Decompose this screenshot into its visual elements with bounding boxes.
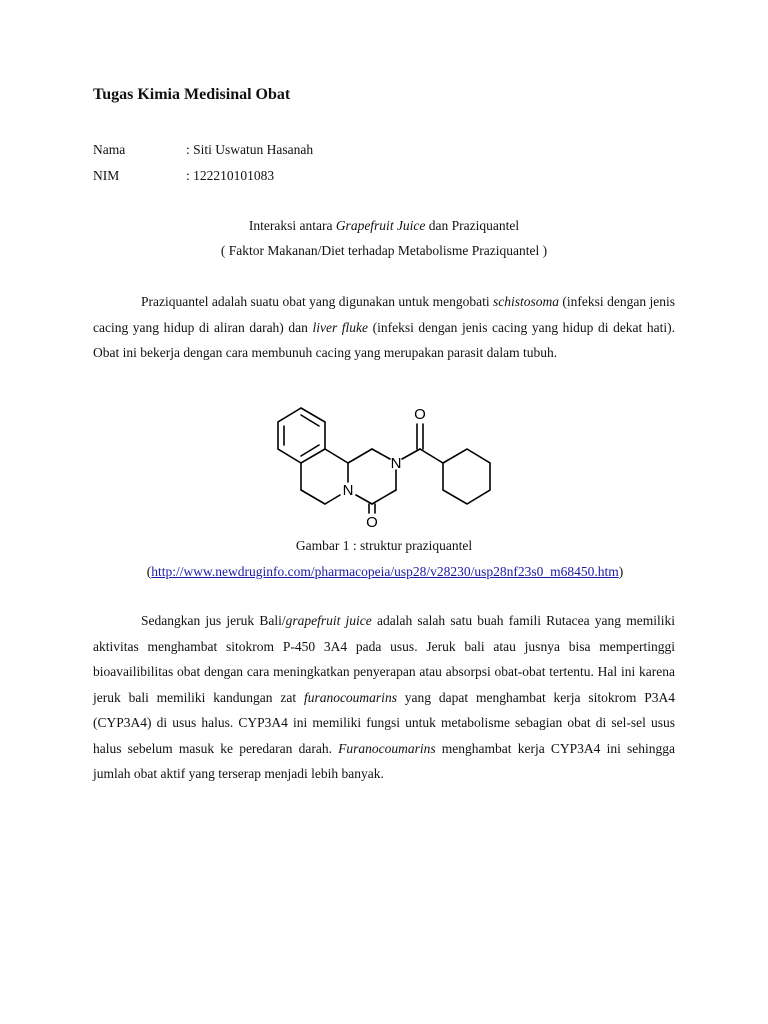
name-value: : Siti Uswatun Hasanah	[186, 142, 314, 157]
p1-italic-1: schistosoma	[493, 294, 560, 309]
nim-value: : 122210101083	[186, 168, 275, 183]
atom-o-top: O	[414, 406, 426, 423]
name-row	[93, 142, 313, 158]
figure-caption: Gambar 1 : struktur praziquantel	[295, 538, 473, 553]
p1-italic-2: liver fluke	[312, 319, 369, 335]
paragraph-1	[93, 289, 675, 366]
document-title: Tugas Kimia Medisinal Obat	[93, 86, 291, 103]
heading-line-2: ( Faktor Makanan/Diet terhadap Metabolisme Praziquantel )	[220, 243, 548, 258]
nim-label: NIM	[93, 168, 120, 183]
heading-text-end: dan Praziquantel	[425, 218, 520, 233]
paren-close: )	[618, 564, 624, 579]
p2-text-2: adalah salah satu buah famili Rutacea yang memiliki aktivitas menghambat sitokrom P-450 3A4 pada usus. Jeruk bali atau jusnya bisa mempertinggi bioavailibilitas obat dengan cara meningkatkan penyerapan atau absorpsi obat-obat tertentu. Hal ini karena jeruk bali memiliki kandungan zat	[93, 613, 675, 705]
p2-italic-1: grapefruit juice	[285, 613, 372, 628]
source-link[interactable]: http://www.newdruginfo.com/pharmacopeia/usp28/v28230/usp28nf23s0_m68450.htm	[151, 564, 619, 579]
heading-line-1	[93, 218, 675, 234]
atom-n-left: N	[342, 482, 354, 499]
p2-italic-2: furanocoumarins	[303, 689, 397, 705]
atom-n-right: N	[390, 455, 402, 472]
heading-text: Interaksi antara	[248, 218, 336, 233]
p1-text-1: Praziquantel adalah suatu obat yang digunakan untuk mengobati	[141, 294, 493, 309]
paren-open: (	[146, 564, 152, 579]
p2-text-3: yang dapat menghambat kerja sitokrom P3A4 (CYP3A4) di usus halus. CYP3A4 ini memiliki fungsi untuk metabolisme sebagian obat di sel-sel usus halus sebelum masuk ke peredaran darah.	[93, 689, 675, 756]
p1-text-2: (infeksi dengan jenis cacing yang hidup di aliran darah) dan	[93, 294, 675, 335]
praziquantel-structure	[270, 400, 500, 530]
figure-source	[60, 564, 710, 580]
atom-o-bottom: O	[366, 514, 378, 530]
name-label: Nama	[93, 142, 126, 157]
p1-text-3: (infeksi dengan jenis cacing yang hidup di dekat hati). Obat ini bekerja dengan cara membunuh cacing yang merupakan parasit dalam tubuh.	[93, 319, 675, 360]
p2-text-4: menghambat kerja CYP3A4 ini sehingga jumlah obat aktif yang terserap menjadi lebih banyak.	[93, 740, 675, 781]
nim-row	[93, 168, 274, 184]
p2-text-1: Sedangkan jus jeruk Bali/	[141, 613, 286, 628]
heading-italic: Grapefruit Juice	[335, 218, 426, 233]
paragraph-2	[93, 608, 675, 787]
p2-italic-3: Furanocoumarins	[338, 740, 436, 756]
